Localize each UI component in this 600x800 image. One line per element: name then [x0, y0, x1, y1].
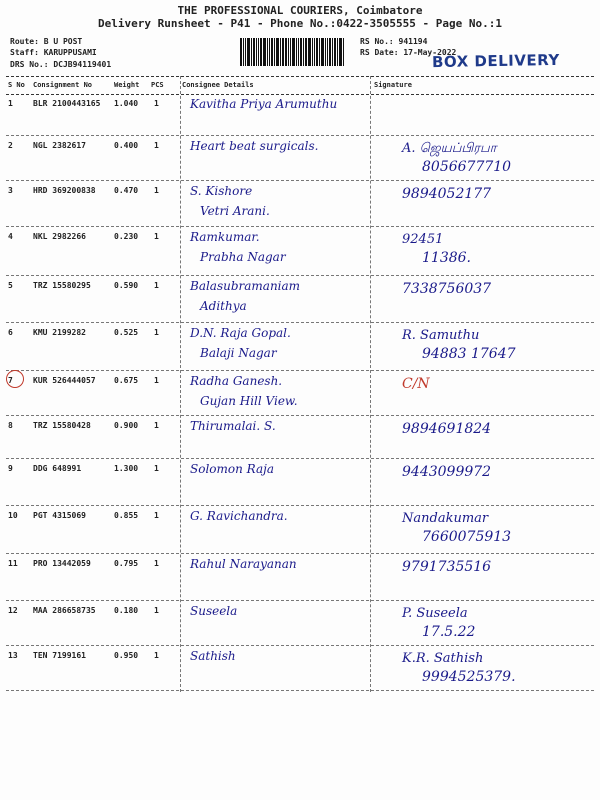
consignment-number: TEN 7199161 — [33, 651, 86, 660]
consignment-number: TRZ 15580295 — [33, 281, 91, 290]
runsheet-subtitle: Delivery Runsheet - P41 - Phone No.:0422-3505555 - Page No.:1 — [98, 17, 502, 30]
signature-handwriting: 92451 — [402, 232, 444, 247]
signature-handwriting: 9443099972 — [402, 464, 492, 480]
barcode-bar — [271, 38, 273, 66]
serial-number: 12 — [8, 606, 18, 615]
col-pcs: PCS — [151, 81, 164, 89]
pcs-value: 1 — [154, 606, 159, 615]
serial-number: 13 — [8, 651, 18, 660]
barcode-bar — [321, 38, 324, 66]
table-row — [6, 505, 594, 554]
consignee-handwriting: Gujan Hill View. — [200, 394, 298, 408]
signature-handwriting: 9994525379. — [422, 669, 516, 685]
pcs-value: 1 — [154, 421, 159, 430]
runsheet-title: THE PROFESSIONAL COURIERS, Coimbatore — [177, 4, 423, 17]
barcode-bar — [343, 38, 344, 66]
signature-handwriting: R. Samuthu — [402, 328, 480, 343]
consignee-handwriting: Ramkumar. — [190, 230, 260, 244]
barcode-bar — [285, 38, 287, 66]
box-delivery-stamp: BOX DELIVERY — [431, 50, 560, 72]
pcs-value: 1 — [154, 281, 159, 290]
barcode-bar — [312, 38, 313, 66]
pcs-value: 1 — [154, 511, 159, 520]
barcode-bar — [263, 38, 266, 66]
barcode-bar — [260, 38, 262, 66]
signature-handwriting: 17.5.22 — [422, 624, 476, 640]
pcs-value: 1 — [154, 651, 159, 660]
table-row — [6, 458, 594, 506]
signature-handwriting: Nandakumar — [402, 511, 489, 526]
barcode-bar — [332, 38, 333, 66]
weight-value: 0.795 — [114, 559, 139, 568]
signature-handwriting: 9894691824 — [402, 421, 492, 437]
pcs-value: 1 — [154, 464, 159, 473]
consignee-handwriting: Suseela — [190, 604, 238, 618]
barcode-bar — [256, 38, 257, 66]
table-row — [6, 645, 594, 691]
barcode-bar — [267, 38, 268, 66]
consignee-handwriting: Solomon Raja — [190, 462, 274, 476]
weight-value: 0.525 — [114, 328, 139, 337]
weight-value: 0.400 — [114, 141, 139, 150]
barcode-bar — [258, 38, 259, 66]
pcs-value: 1 — [154, 99, 159, 108]
table-row — [6, 415, 594, 459]
consignment-number: NKL 2982266 — [33, 232, 86, 241]
barcode-bar — [251, 38, 252, 66]
serial-number: 8 — [8, 421, 13, 430]
barcode-bar — [339, 38, 342, 66]
barcode-bar — [276, 38, 279, 66]
barcode-bar — [329, 38, 331, 66]
signature-handwriting: 7660075913 — [422, 529, 512, 545]
barcode-bar — [308, 38, 311, 66]
barcode-bar — [316, 38, 318, 66]
consignee-handwriting: Kavitha Priya Arumuthu — [190, 97, 338, 111]
drs-number: DRS No.: DCJB94119401 — [10, 60, 112, 69]
signature-handwriting: 9894052177 — [402, 186, 492, 202]
pcs-value: 1 — [154, 328, 159, 337]
serial-number: 9 — [8, 464, 13, 473]
barcode-bar — [253, 38, 255, 66]
pcs-value: 1 — [154, 186, 159, 195]
serial-number: 2 — [8, 141, 13, 150]
barcode-bar — [240, 38, 242, 66]
col-sno: S No — [8, 81, 25, 89]
weight-value: 0.950 — [114, 651, 139, 660]
table-row — [6, 275, 594, 323]
col-consignment: Consignment No — [33, 81, 93, 89]
pcs-value: 1 — [154, 232, 159, 241]
table-row — [6, 322, 594, 371]
consignee-handwriting: Thirumalai. S. — [190, 419, 276, 433]
consignment-number: PGT 4315069 — [33, 511, 86, 520]
serial-number: 1 — [8, 99, 13, 108]
barcode-bar — [300, 38, 302, 66]
table-row — [6, 180, 594, 227]
weight-value: 0.470 — [114, 186, 139, 195]
col-weight: Weight — [114, 81, 140, 89]
weight-value: 0.590 — [114, 281, 139, 290]
consignee-handwriting: S. Kishore — [190, 184, 253, 198]
table-row — [6, 370, 594, 416]
barcode-bar — [305, 38, 307, 66]
serial-number: 5 — [8, 281, 13, 290]
barcode-bar — [243, 38, 244, 66]
barcode-bar — [298, 38, 299, 66]
signature-handwriting: 94883 17647 — [422, 346, 516, 362]
consignee-handwriting: Balasubramaniam — [190, 279, 301, 293]
consignment-number: TRZ 15580428 — [33, 421, 91, 430]
barcode-bar — [314, 38, 315, 66]
staff-label: Staff: KARUPPUSAMI — [10, 48, 97, 57]
serial-number: 4 — [8, 232, 13, 241]
barcode-bar — [269, 38, 270, 66]
table-row — [6, 553, 594, 601]
consignee-handwriting: Heart beat surgicals. — [190, 139, 319, 153]
weight-value: 0.900 — [114, 421, 139, 430]
barcode-bar — [290, 38, 291, 66]
barcode-bar — [288, 38, 289, 66]
signature-handwriting: 8056677710 — [422, 159, 512, 175]
serial-number: 11 — [8, 559, 18, 568]
serial-number: 6 — [8, 328, 13, 337]
weight-value: 0.230 — [114, 232, 139, 241]
pcs-value: 1 — [154, 376, 159, 385]
col-signature: Signature — [374, 81, 412, 89]
weight-value: 1.300 — [114, 464, 139, 473]
col-consignee: Consignee Details — [182, 81, 254, 89]
weight-value: 0.855 — [114, 511, 139, 520]
consignment-number: PRO 13442059 — [33, 559, 91, 568]
consignment-number: KUR 526444057 — [33, 376, 96, 385]
barcode-bar — [325, 38, 326, 66]
barcode-bar — [282, 38, 284, 66]
pcs-value: 1 — [154, 559, 159, 568]
barcode-bar — [327, 38, 328, 66]
barcode-bar — [245, 38, 246, 66]
pcs-value: 1 — [154, 141, 159, 150]
barcode-bar — [337, 38, 338, 66]
consignee-handwriting: Vetri Arani. — [200, 204, 270, 218]
consignment-number: HRD 369200838 — [33, 186, 96, 195]
consignment-number: BLR 2100443165 — [33, 99, 101, 108]
table-row — [6, 226, 594, 276]
consignee-handwriting: Prabha Nagar — [200, 250, 286, 264]
consignee-handwriting: Adithya — [200, 299, 247, 313]
rs-date: RS Date: 17-May-2022 — [360, 48, 457, 57]
consignment-number: KMU 2199282 — [33, 328, 86, 337]
consignee-handwriting: G. Ravichandra. — [190, 509, 288, 523]
consignee-handwriting: D.N. Raja Gopal. — [190, 326, 291, 340]
consignee-handwriting: Rahul Narayanan — [190, 557, 297, 571]
signature-handwriting: A. ஜெயப்பிரபா — [402, 141, 497, 156]
barcode-bar — [274, 38, 275, 66]
consignee-handwriting: Radha Ganesh. — [190, 374, 283, 388]
barcode-bar — [319, 38, 320, 66]
serial-number: 10 — [8, 511, 18, 520]
signature-handwriting: K.R. Sathish — [402, 651, 484, 666]
weight-value: 0.675 — [114, 376, 139, 385]
table-row — [6, 135, 594, 181]
barcode-bar — [296, 38, 297, 66]
rs-number: RS No.: 941194 — [360, 37, 428, 46]
weight-value: 0.180 — [114, 606, 139, 615]
consignment-number: MAA 286658735 — [33, 606, 96, 615]
consignment-number: DDG 648991 — [33, 464, 82, 473]
barcode-bar — [334, 38, 336, 66]
barcode — [240, 38, 356, 66]
barcode-bar — [292, 38, 295, 66]
consignment-number: NGL 2382617 — [33, 141, 86, 150]
serial-number: 3 — [8, 186, 13, 195]
signature-handwriting: 11386. — [422, 250, 471, 266]
table-row — [6, 600, 594, 646]
barcode-bar — [280, 38, 281, 66]
red-circle-mark — [6, 370, 24, 388]
consignee-handwriting: Sathish — [190, 649, 236, 663]
signature-handwriting: C/N — [402, 376, 430, 392]
table-row — [6, 93, 594, 136]
signature-handwriting: 9791735516 — [402, 559, 492, 575]
signature-handwriting: P. Suseela — [402, 606, 468, 621]
consignee-handwriting: Balaji Nagar — [200, 346, 277, 360]
route-label: Route: B U POST — [10, 37, 83, 46]
barcode-bar — [247, 38, 250, 66]
signature-handwriting: 7338756037 — [402, 281, 492, 297]
barcode-bar — [303, 38, 304, 66]
serial-number: 7 — [8, 376, 13, 385]
weight-value: 1.040 — [114, 99, 139, 108]
